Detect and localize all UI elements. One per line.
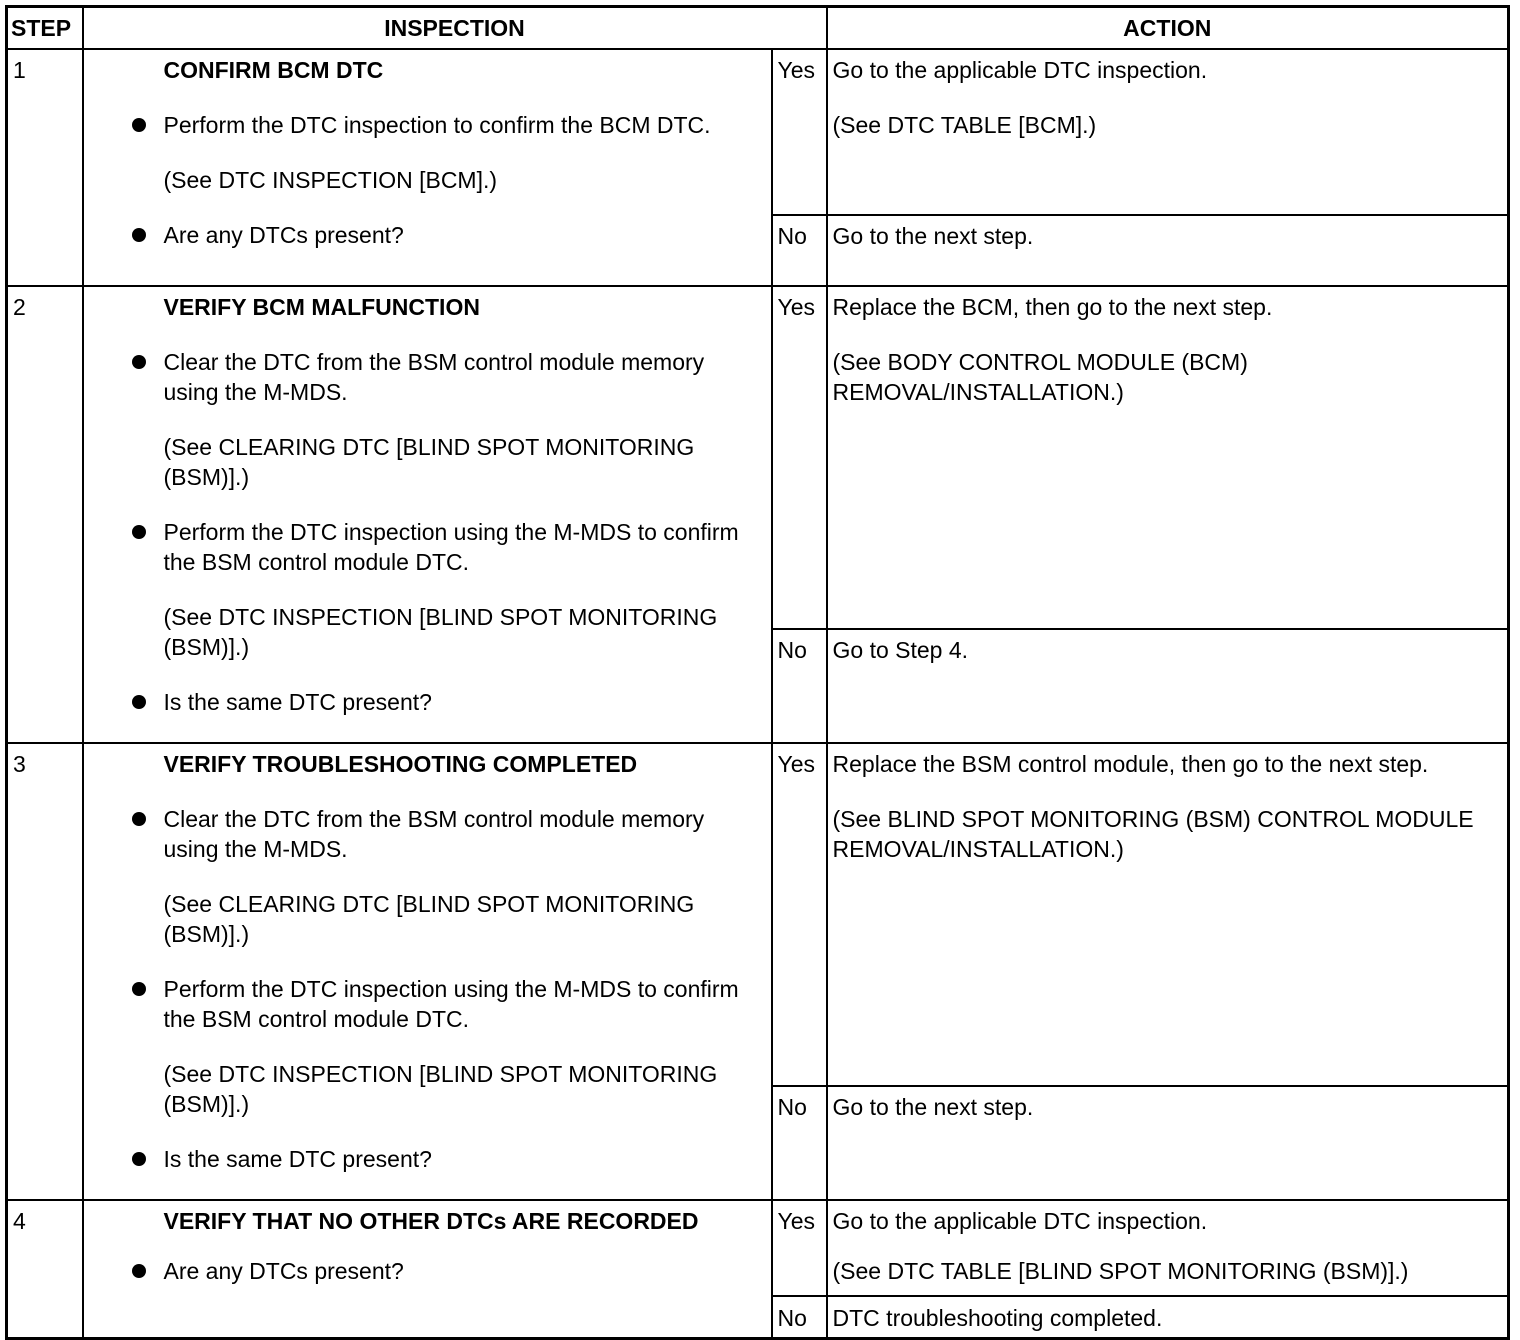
step-number: 2 [7,286,83,743]
no-action: Go to the next step. [827,1086,1509,1200]
yes-action-ref: (See DTC TABLE [BLIND SPOT MONITORING (BSM)].) [832,1258,1409,1284]
step-row [7,286,1509,629]
bullet-icon [132,1152,146,1166]
yes-action-cell [827,1200,1509,1296]
troubleshooting-table [5,5,1510,1340]
inspection-cell [83,1200,772,1338]
inspection-item [164,220,763,250]
inspection-title: VERIFY TROUBLESHOOTING COMPLETED [163,751,638,777]
bullet-icon [132,982,146,996]
inspection-title: VERIFY BCM MALFUNCTION [163,294,480,320]
no-action: DTC troubleshooting completed. [827,1296,1509,1338]
inspection-item-text: Clear the DTC from the BSM control module memory using the M-MDS. [163,349,705,405]
yes-action: Go to the applicable DTC inspection. [832,57,1208,83]
inspection-item-ref: (See DTC INSPECTION [BLIND SPOT MONITORING (BSM)].) [163,604,718,660]
bullet-icon [132,355,146,369]
yes-label: Yes [772,1200,827,1296]
inspection-item [164,347,763,407]
inspection-cell [83,743,772,1200]
bullet-icon [132,118,146,132]
inspection-cell [83,49,772,286]
step-row [7,1200,1509,1296]
step-number: 3 [7,743,83,1200]
step-number: 4 [7,1200,83,1338]
header-row [7,7,1509,50]
inspection-item [164,517,763,577]
inspection-item [164,804,763,864]
inspection-item-text: Are any DTCs present? [163,1258,404,1284]
inspection-item [164,974,763,1034]
bullet-icon [132,812,146,826]
inspection-item-text: Perform the DTC inspection using the M-MDS to confirm the BSM control module DTC. [163,976,739,1032]
inspection-item [164,687,763,717]
inspection-item-text: Perform the DTC inspection to confirm the BCM DTC. [163,112,711,138]
bullet-icon [132,525,146,539]
yes-label: Yes [772,743,827,1086]
step-header: STEP [7,7,83,50]
inspection-item [164,1256,763,1286]
yes-action-ref: (See BODY CONTROL MODULE (BCM) REMOVAL/INSTALLATION.) [832,349,1248,405]
inspection-item-text: Is the same DTC present? [163,689,432,715]
yes-action: Replace the BSM control module, then go to the next step. [832,751,1429,777]
no-label: No [772,1296,827,1338]
inspection-item-ref: (See CLEARING DTC [BLIND SPOT MONITORING (BSM)].) [163,891,695,947]
bullet-icon [132,228,146,242]
yes-label: Yes [772,286,827,629]
yes-action: Replace the BCM, then go to the next step. [832,294,1273,320]
yes-action-cell [827,743,1509,1086]
inspection-item-ref: (See CLEARING DTC [BLIND SPOT MONITORING (BSM)].) [163,434,695,490]
yes-action-cell [827,286,1509,629]
no-action: Go to the next step. [827,215,1509,286]
no-label: No [772,1086,827,1200]
no-action: Go to Step 4. [827,629,1509,743]
inspection-item-text: Clear the DTC from the BSM control module memory using the M-MDS. [163,806,705,862]
yes-label: Yes [772,49,827,215]
step-row [7,743,1509,1086]
yes-action-ref: (See DTC TABLE [BCM].) [832,112,1097,138]
bullet-icon [132,695,146,709]
no-label: No [772,215,827,286]
inspection-item [164,110,763,140]
inspection-item-text: Perform the DTC inspection using the M-MDS to confirm the BSM control module DTC. [163,519,739,575]
inspection-item-text: Is the same DTC present? [163,1146,432,1172]
inspection-item [164,1144,763,1174]
inspection-title: CONFIRM BCM DTC [163,57,384,83]
inspection-item-ref: (See DTC INSPECTION [BCM].) [163,167,498,193]
action-header: ACTION [827,7,1509,50]
yes-action: Go to the applicable DTC inspection. [832,1208,1208,1234]
no-label: No [772,629,827,743]
inspection-title: VERIFY THAT NO OTHER DTCs ARE RECORDED [163,1208,699,1234]
yes-action-cell [827,49,1509,215]
yes-action-ref: (See BLIND SPOT MONITORING (BSM) CONTROL MODULE REMOVAL/INSTALLATION.) [832,806,1474,862]
inspection-item-ref: (See DTC INSPECTION [BLIND SPOT MONITORING (BSM)].) [163,1061,718,1117]
step-number: 1 [7,49,83,286]
inspection-cell [83,286,772,743]
inspection-header: INSPECTION [83,7,827,50]
bullet-icon [132,1264,146,1278]
step-row [7,49,1509,215]
inspection-item-text: Are any DTCs present? [163,222,404,248]
